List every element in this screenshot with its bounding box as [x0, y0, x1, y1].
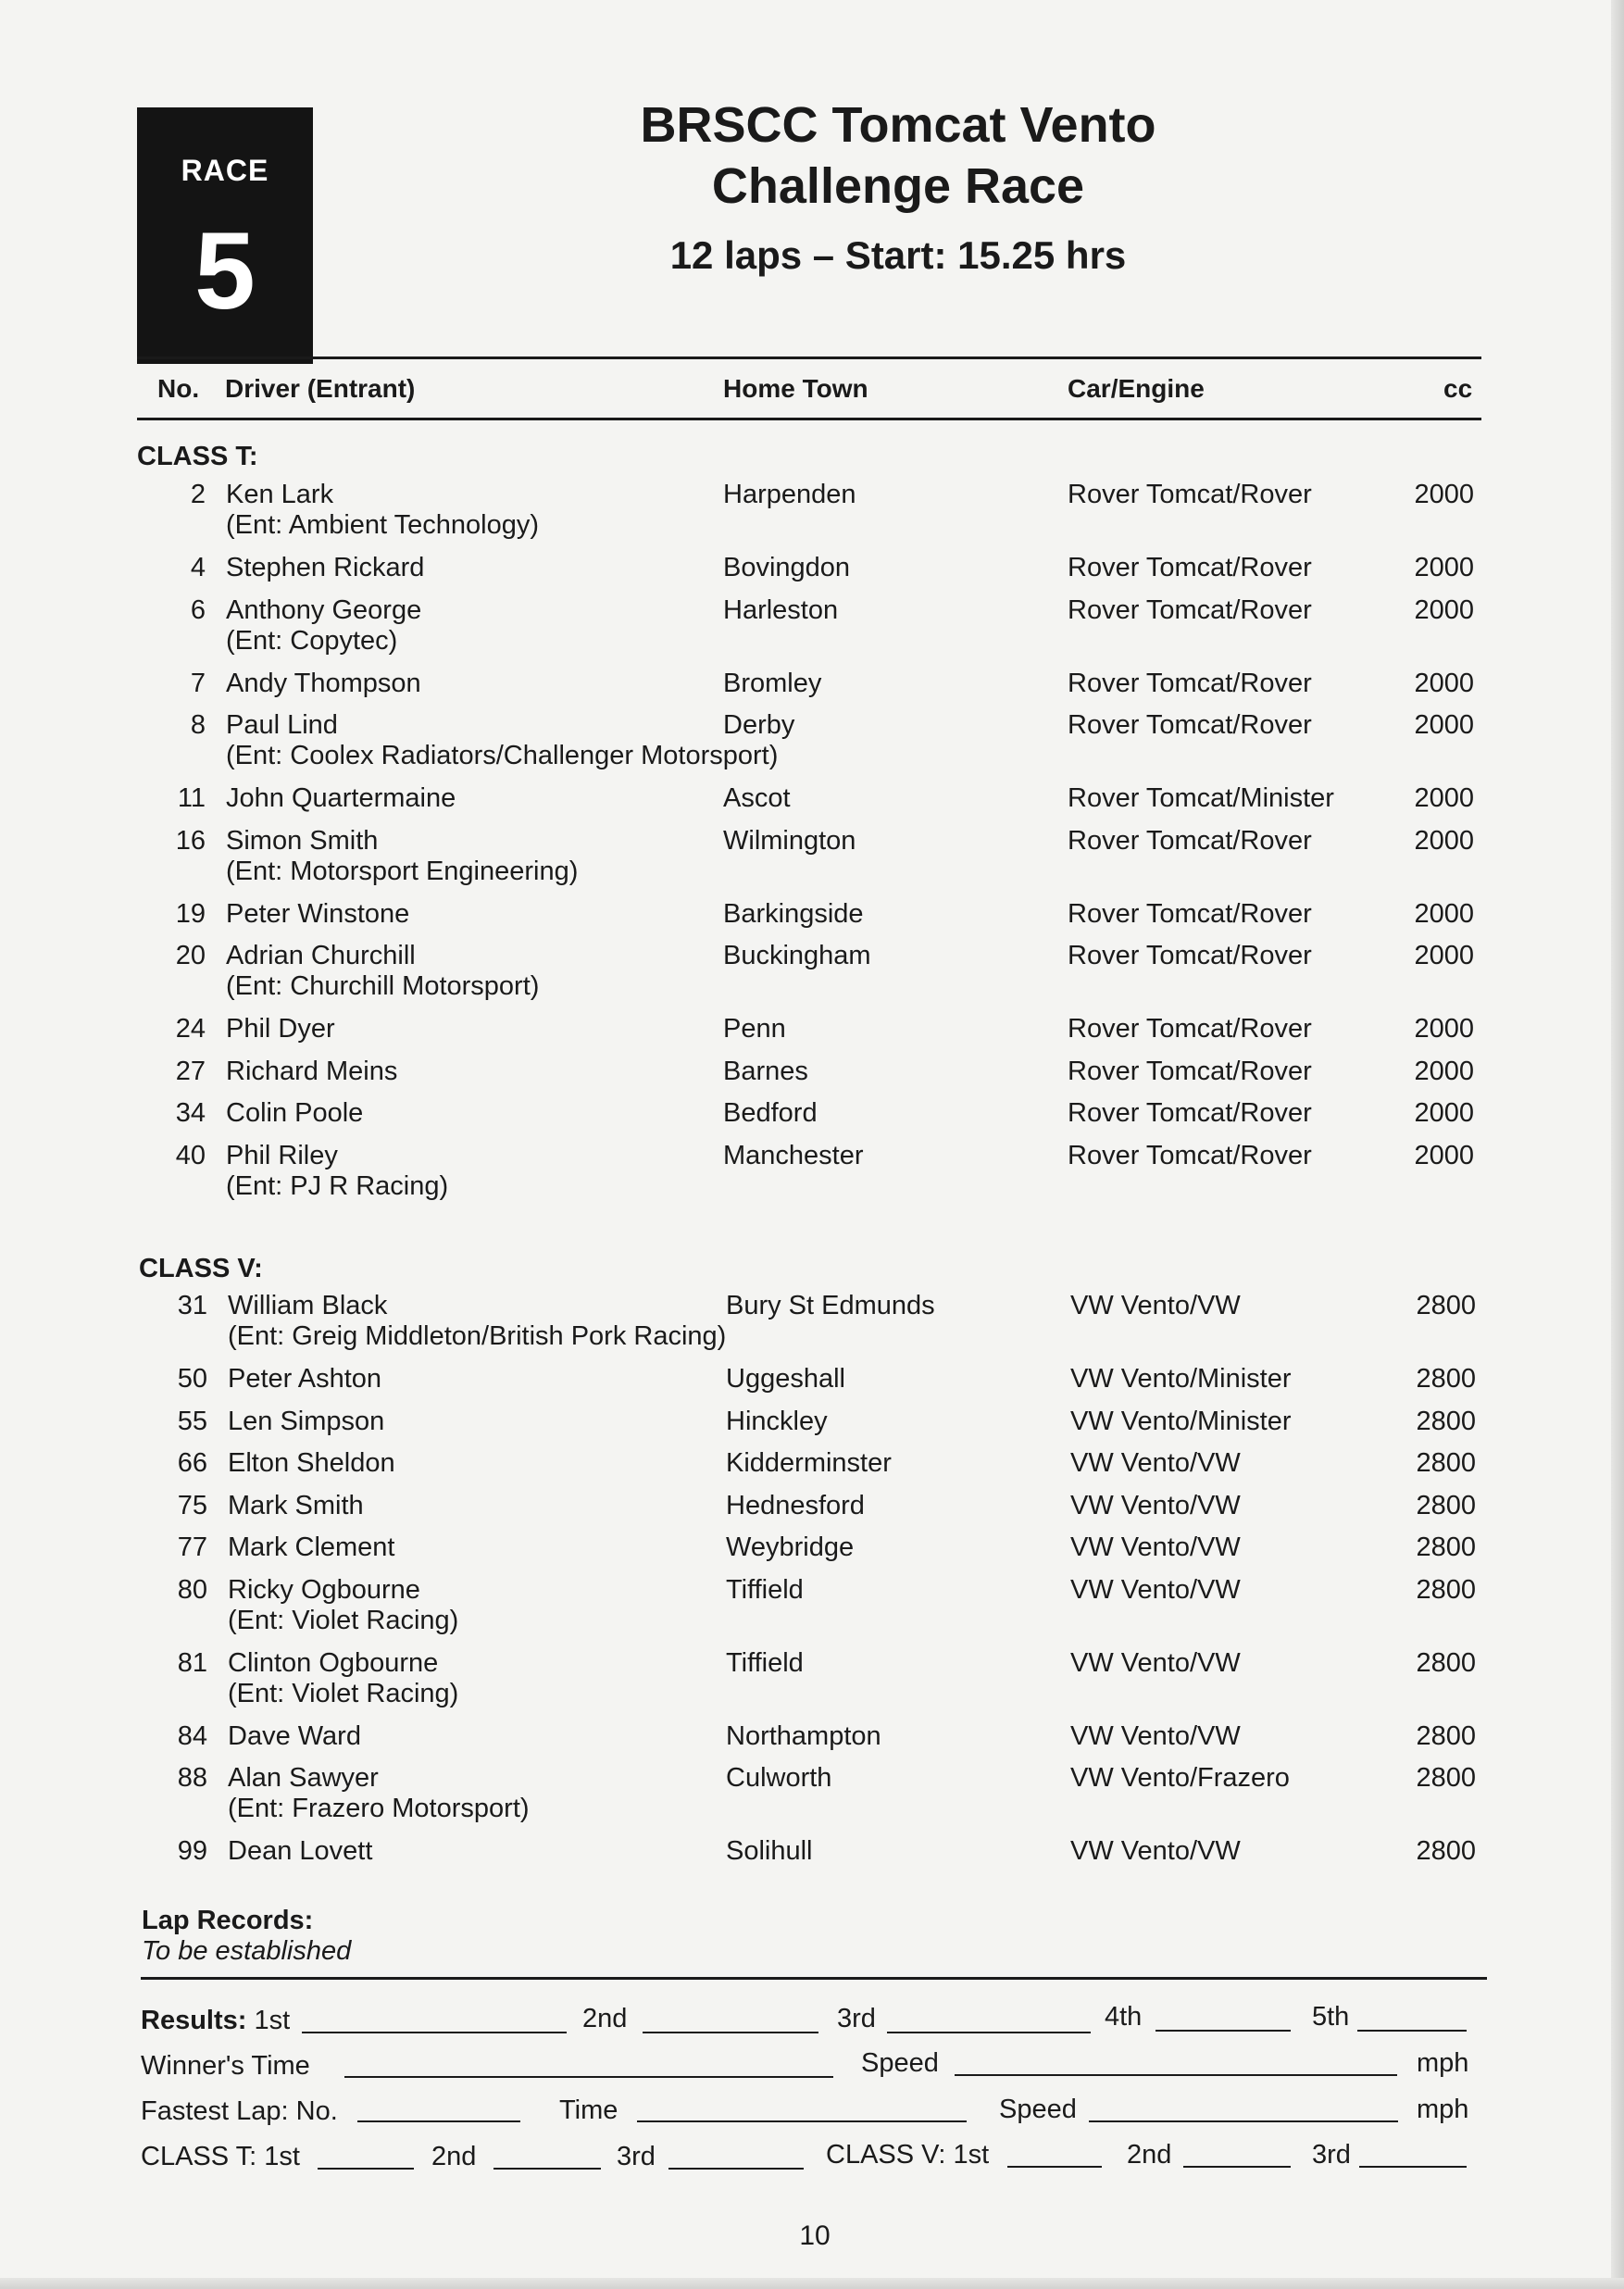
race-title-line1: BRSCC Tomcat Vento — [640, 97, 1156, 153]
fastest-lap-time-label: Time — [559, 2095, 618, 2125]
entry-home-town: Hednesford — [726, 1490, 865, 1520]
entry-number: 16 — [175, 825, 206, 856]
results-5th-field[interactable] — [1357, 2030, 1467, 2032]
entry-cc: 2000 — [1414, 480, 1474, 509]
results-1st-field[interactable] — [302, 2032, 567, 2033]
entry-driver: Phil Riley — [226, 1140, 338, 1170]
entry-home-town: Northampton — [726, 1720, 881, 1751]
entry-car-engine: Rover Tomcat/Rover — [1068, 668, 1312, 698]
entry-car-engine: Rover Tomcat/Rover — [1068, 825, 1312, 856]
entry-entrant: (Ent: Motorsport Engineering) — [226, 856, 579, 886]
entry-car-engine: VW Vento/VW — [1070, 1574, 1241, 1605]
entry-cc: 2000 — [1414, 553, 1474, 582]
entry-number: 40 — [175, 1140, 206, 1170]
fastest-lap-speed-field[interactable] — [1089, 2120, 1398, 2122]
entry-cc: 2000 — [1414, 783, 1474, 813]
entry-home-town: Barnes — [723, 1056, 808, 1086]
entry-car-engine: VW Vento/VW — [1070, 1720, 1241, 1751]
entry-cc: 2000 — [1414, 825, 1474, 856]
entry-home-town: Harleston — [723, 594, 839, 625]
entry-number: 66 — [177, 1448, 207, 1478]
class-t-title: CLASS T: — [137, 442, 258, 471]
entry-cc: 2800 — [1416, 1364, 1476, 1394]
class-t-2nd-field[interactable] — [493, 2168, 601, 2170]
entry-entrant: (Ent: Coolex Radiators/Challenger Motorsport) — [226, 741, 779, 770]
entry-number: 75 — [177, 1490, 207, 1520]
results-4th-field[interactable] — [1156, 2030, 1291, 2032]
entry-driver: Andy Thompson — [226, 668, 421, 698]
entry-number: 20 — [175, 941, 206, 970]
entry-number: 8 — [190, 710, 206, 740]
entry-home-town: Bromley — [723, 668, 822, 698]
class-v-2nd-label: 2nd — [1127, 2140, 1172, 2170]
entry-home-town: Tiffield — [726, 1574, 804, 1605]
entry-number: 2 — [190, 480, 206, 509]
entry-row — [0, 595, 1624, 669]
entry-number: 55 — [177, 1406, 207, 1436]
entry-cc: 2800 — [1416, 1490, 1476, 1520]
entry-home-town: Uggeshall — [726, 1364, 845, 1394]
class-t-3rd-field[interactable] — [668, 2168, 804, 2170]
entry-number: 99 — [177, 1836, 207, 1866]
column-header-car: Car/Engine — [1068, 374, 1205, 403]
entry-driver: Dave Ward — [228, 1720, 361, 1751]
entry-car-engine: Rover Tomcat/Minister — [1068, 783, 1334, 813]
entry-home-town: Hinckley — [726, 1406, 828, 1436]
race-number-box — [137, 107, 313, 364]
entry-row — [0, 1575, 1624, 1649]
entry-driver: Stephen Rickard — [226, 553, 425, 582]
entry-driver: Anthony George — [226, 594, 422, 625]
entry-driver: Alan Sawyer — [228, 1763, 379, 1793]
entry-number: 6 — [190, 594, 206, 625]
entry-home-town: Bedford — [723, 1098, 818, 1128]
entry-entrant: (Ent: Frazero Motorsport) — [228, 1794, 530, 1823]
entry-car-engine: VW Vento/Minister — [1070, 1364, 1292, 1394]
entry-home-town: Kidderminster — [726, 1448, 892, 1478]
entry-number: 88 — [177, 1763, 207, 1793]
lap-records-value: To be established — [142, 1936, 352, 1966]
entry-number: 50 — [177, 1364, 207, 1394]
class-t-3rd-label: 3rd — [617, 2142, 656, 2171]
entry-entrant: (Ent: Violet Racing) — [228, 1678, 459, 1708]
winner-speed-unit: mph — [1417, 2048, 1469, 2078]
entry-driver: Simon Smith — [226, 825, 379, 856]
entry-driver: Ricky Ogbourne — [228, 1574, 420, 1605]
entry-driver: Peter Winstone — [226, 898, 410, 929]
entry-number: 4 — [190, 553, 206, 582]
entry-home-town: Buckingham — [723, 941, 871, 970]
entry-driver: Paul Lind — [226, 710, 338, 740]
entry-cc: 2800 — [1416, 1720, 1476, 1751]
results-3rd-field[interactable] — [887, 2032, 1091, 2033]
column-header-driver: Driver (Entrant) — [225, 374, 416, 403]
entry-car-engine: Rover Tomcat/Rover — [1068, 941, 1312, 970]
results-2nd-label: 2nd — [582, 2004, 628, 2033]
entry-cc: 2800 — [1416, 1763, 1476, 1793]
race-subtitle: 12 laps – Start: 15.25 hrs — [669, 233, 1127, 277]
entry-row — [0, 1763, 1624, 1837]
entry-row — [0, 1836, 1624, 1910]
entry-car-engine: VW Vento/VW — [1070, 1291, 1241, 1320]
class-v-3rd-field[interactable] — [1359, 2166, 1467, 2168]
entry-cc: 2800 — [1416, 1647, 1476, 1678]
entry-entrant: (Ent: PJ R Racing) — [226, 1170, 449, 1201]
entry-cc: 2800 — [1416, 1448, 1476, 1478]
entry-car-engine: Rover Tomcat/Rover — [1068, 898, 1312, 929]
fastest-lap-no-field[interactable] — [357, 2120, 520, 2122]
class-v-3rd-label: 3rd — [1312, 2140, 1351, 2170]
entry-car-engine: Rover Tomcat/Rover — [1068, 1056, 1312, 1086]
entry-number: 19 — [175, 898, 206, 929]
entry-cc: 2000 — [1414, 594, 1474, 625]
entry-driver: Ken Lark — [226, 480, 334, 509]
entry-car-engine: VW Vento/VW — [1070, 1490, 1241, 1520]
winner-speed-field[interactable] — [955, 2074, 1397, 2076]
entry-row — [0, 1291, 1624, 1365]
class-t-2nd-label: 2nd — [431, 2142, 477, 2171]
column-header-cc: cc — [1443, 374, 1473, 403]
results-rule — [141, 1977, 1487, 1980]
winners-time-label: Winner's Time — [141, 2051, 310, 2081]
results-5th-label: 5th — [1312, 2002, 1350, 2032]
entry-car-engine: Rover Tomcat/Rover — [1068, 480, 1312, 509]
entry-home-town: Culworth — [726, 1763, 832, 1793]
entry-car-engine: VW Vento/Minister — [1070, 1406, 1292, 1436]
class-v-1st-field[interactable] — [1007, 2166, 1102, 2168]
class-v-2nd-field[interactable] — [1183, 2166, 1291, 2168]
fastest-lap-time-field[interactable] — [637, 2120, 967, 2122]
entry-row — [0, 941, 1624, 1015]
entry-number: 24 — [175, 1014, 206, 1044]
results-row — [141, 2006, 290, 2036]
entry-driver: Adrian Churchill — [226, 941, 416, 970]
entry-car-engine: Rover Tomcat/Rover — [1068, 1014, 1312, 1044]
results-2nd-field[interactable] — [643, 2032, 818, 2033]
entry-driver: Elton Sheldon — [228, 1448, 395, 1478]
entry-cc: 2800 — [1416, 1574, 1476, 1605]
column-header-no: No. — [157, 374, 200, 403]
entry-cc: 2000 — [1414, 898, 1474, 929]
fastest-lap-label: Fastest Lap: No. — [141, 2096, 338, 2126]
entry-entrant: (Ent: Greig Middleton/British Pork Racing) — [228, 1321, 727, 1351]
results-1st-label: 1st — [254, 2006, 291, 2035]
entry-driver: Mark Smith — [228, 1490, 364, 1520]
fastest-lap-speed-label: Speed — [999, 2095, 1077, 2124]
entry-home-town: Barkingside — [723, 898, 864, 929]
page-number: 10 — [799, 2220, 831, 2251]
entry-car-engine: Rover Tomcat/Rover — [1068, 710, 1312, 740]
entry-home-town: Tiffield — [726, 1647, 804, 1678]
entry-number: 81 — [177, 1647, 207, 1678]
entry-driver: Colin Poole — [226, 1098, 364, 1128]
results-label: Results: — [141, 2006, 247, 2035]
entry-row — [0, 480, 1624, 554]
entry-driver: Mark Clement — [228, 1532, 395, 1562]
entry-home-town: Weybridge — [726, 1532, 855, 1562]
entry-number: 7 — [190, 668, 206, 698]
lap-records-title: Lap Records: — [142, 1906, 314, 1935]
entry-car-engine: Rover Tomcat/Rover — [1068, 594, 1312, 625]
entry-row — [0, 1141, 1624, 1215]
winners-time-field[interactable] — [344, 2076, 833, 2078]
entry-home-town: Solihull — [726, 1836, 813, 1866]
entry-number: 11 — [177, 783, 206, 813]
entry-row — [0, 1648, 1624, 1722]
race-label: RACE — [181, 154, 269, 187]
entry-home-town: Bovingdon — [723, 553, 851, 582]
class-t-1st-field[interactable] — [318, 2168, 414, 2170]
race-title-line2: Challenge Race — [711, 158, 1085, 214]
winner-speed-label: Speed — [861, 2048, 939, 2078]
entry-entrant: (Ent: Copytec) — [226, 625, 398, 656]
header-rule-top — [137, 356, 1481, 359]
entry-cc: 2800 — [1416, 1836, 1476, 1866]
entry-car-engine: VW Vento/Frazero — [1070, 1763, 1290, 1793]
entry-entrant: (Ent: Violet Racing) — [228, 1605, 459, 1635]
entry-cc: 2000 — [1414, 1014, 1474, 1044]
entry-cc: 2000 — [1414, 941, 1474, 970]
entry-driver: John Quartermaine — [226, 783, 456, 813]
entry-car-engine: VW Vento/VW — [1070, 1647, 1241, 1678]
page-edge-shadow — [1611, 0, 1624, 2289]
entry-number: 27 — [175, 1056, 206, 1086]
entry-cc: 2000 — [1414, 668, 1474, 698]
entry-number: 77 — [177, 1532, 207, 1562]
entry-car-engine: Rover Tomcat/Rover — [1068, 553, 1312, 582]
entry-home-town: Ascot — [723, 783, 791, 813]
page-edge-shadow-bottom — [0, 2278, 1624, 2289]
entry-cc: 2000 — [1414, 1140, 1474, 1170]
results-4th-label: 4th — [1105, 2002, 1143, 2032]
class-v-title: CLASS V: — [139, 1254, 263, 1283]
entry-driver: Richard Meins — [226, 1056, 398, 1086]
entry-driver: Peter Ashton — [228, 1364, 382, 1394]
entry-number: 80 — [177, 1574, 207, 1605]
column-header-town: Home Town — [723, 374, 868, 403]
fastest-lap-speed-unit: mph — [1417, 2095, 1469, 2124]
entry-entrant: (Ent: Ambient Technology) — [226, 510, 539, 540]
entry-car-engine: Rover Tomcat/Rover — [1068, 1140, 1312, 1170]
entry-number: 84 — [177, 1720, 207, 1751]
entry-row — [0, 826, 1624, 900]
entry-home-town: Wilmington — [723, 825, 856, 856]
entry-driver: Clinton Ogbourne — [228, 1647, 439, 1678]
entry-home-town: Penn — [723, 1014, 786, 1044]
entry-cc: 2800 — [1416, 1532, 1476, 1562]
entry-entrant: (Ent: Churchill Motorsport) — [226, 971, 540, 1001]
entry-cc: 2000 — [1414, 1098, 1474, 1128]
race-number: 5 — [194, 210, 256, 332]
entry-driver: Dean Lovett — [228, 1836, 373, 1866]
entry-driver: Len Simpson — [228, 1406, 385, 1436]
class-t-1st-label: CLASS T: 1st — [141, 2142, 300, 2171]
entry-home-town: Manchester — [723, 1140, 864, 1170]
entry-car-engine: VW Vento/VW — [1070, 1448, 1241, 1478]
entry-number: 31 — [177, 1291, 207, 1320]
entry-driver: Phil Dyer — [226, 1014, 335, 1044]
entry-driver: William Black — [228, 1291, 388, 1320]
entry-home-town: Harpenden — [723, 480, 856, 509]
class-v-1st-label: CLASS V: 1st — [826, 2140, 990, 2170]
entry-cc: 2800 — [1416, 1406, 1476, 1436]
entry-home-town: Bury St Edmunds — [726, 1291, 935, 1320]
entry-number: 34 — [175, 1098, 206, 1128]
header-rule-bottom — [137, 418, 1481, 420]
entry-car-engine: Rover Tomcat/Rover — [1068, 1098, 1312, 1128]
entry-cc: 2800 — [1416, 1291, 1476, 1320]
entry-car-engine: VW Vento/VW — [1070, 1836, 1241, 1866]
entry-cc: 2000 — [1414, 710, 1474, 740]
entry-cc: 2000 — [1414, 1056, 1474, 1086]
entry-car-engine: VW Vento/VW — [1070, 1532, 1241, 1562]
results-3rd-label: 3rd — [837, 2004, 876, 2033]
entry-row — [0, 710, 1624, 784]
entry-home-town: Derby — [723, 710, 795, 740]
